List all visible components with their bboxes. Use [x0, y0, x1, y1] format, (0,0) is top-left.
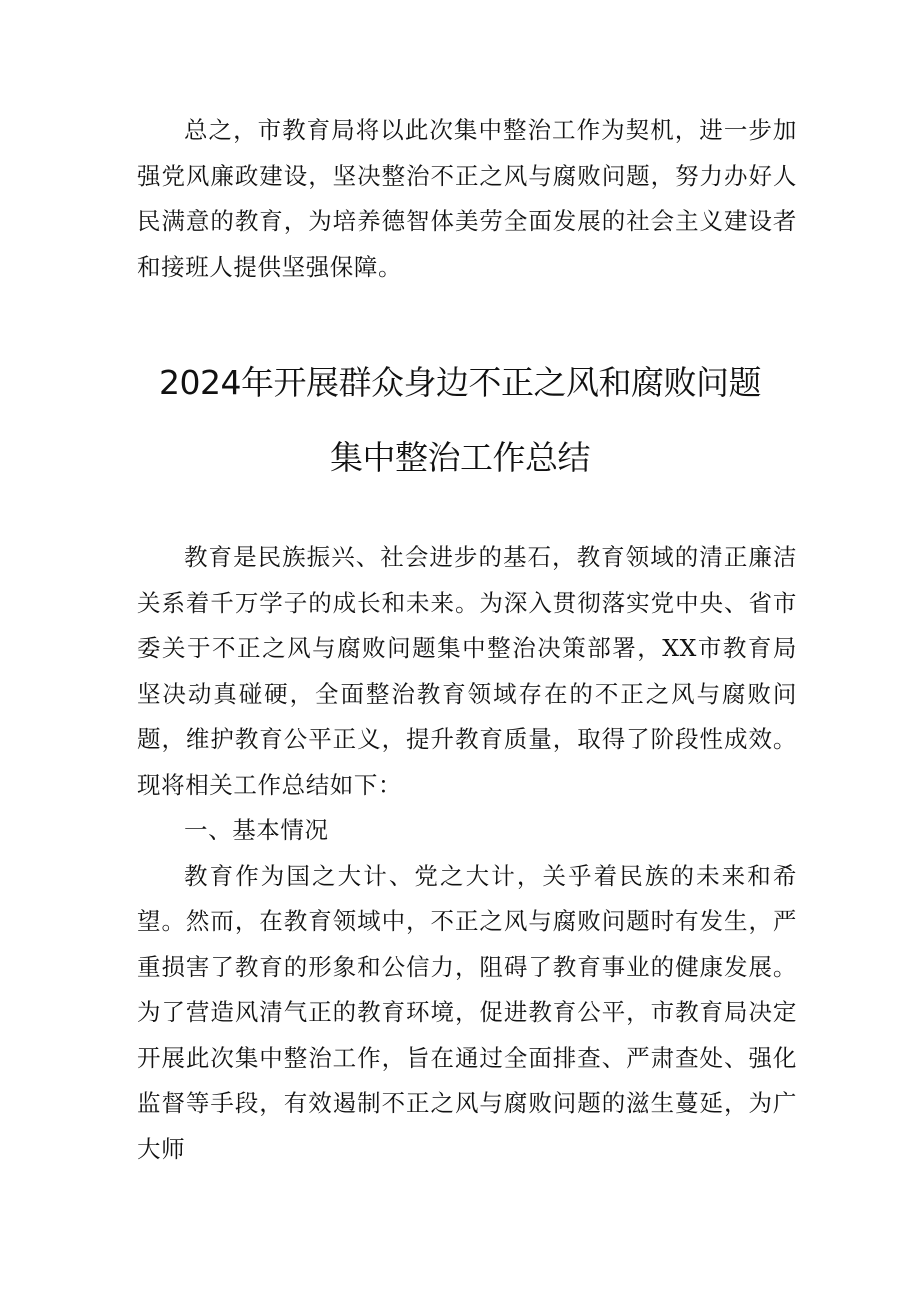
body-paragraph-1: 教育是民族振兴、社会进步的基石，教育领域的清正廉洁关系着千万学子的成长和未来。为深入贯彻落实党中央、省市委关于不正之风与腐败问题集中整治决策部署，XX市教育局坚决动真碰硬，全面整治教育领域存在的不正之风与腐败问题，维护教育公平正义，提升教育质量，取得了阶段性成效。现将相关工作总结如下： [137, 543, 797, 799]
document-title-line2: 集中整治工作总结 [330, 438, 590, 477]
body-block [137, 535, 797, 1172]
document-title-line1: 2024年开展群众身边不正之风和腐败问题 [159, 363, 761, 402]
body-paragraph-2: 教育作为国之大计、党之大计，关乎着民族的未来和希望。然而，在教育领域中，不正之风与腐败问题时有发生，严重损害了教育的形象和公信力，阻碍了教育事业的健康发展。为了营造风清气正的教育环境，促进教育公平，市教育局决定开展此次集中整治工作，旨在通过全面排查、严肃查处、强化监督等手段，有效遏制不正之风与腐败问题的滋生蔓延，为广大师 [137, 861, 797, 1163]
intro-paragraph: 总之，市教育局将以此次集中整治工作为契机，进一步加强党风廉政建设，坚决整治不正之风与腐败问题，努力办好人民满意的教育，为培养德智体美劳全面发展的社会主义建设者和接班人提供坚强保障。 [137, 116, 797, 281]
intro-block [137, 108, 797, 290]
section-heading-1: 一、基本情况 [184, 816, 329, 844]
